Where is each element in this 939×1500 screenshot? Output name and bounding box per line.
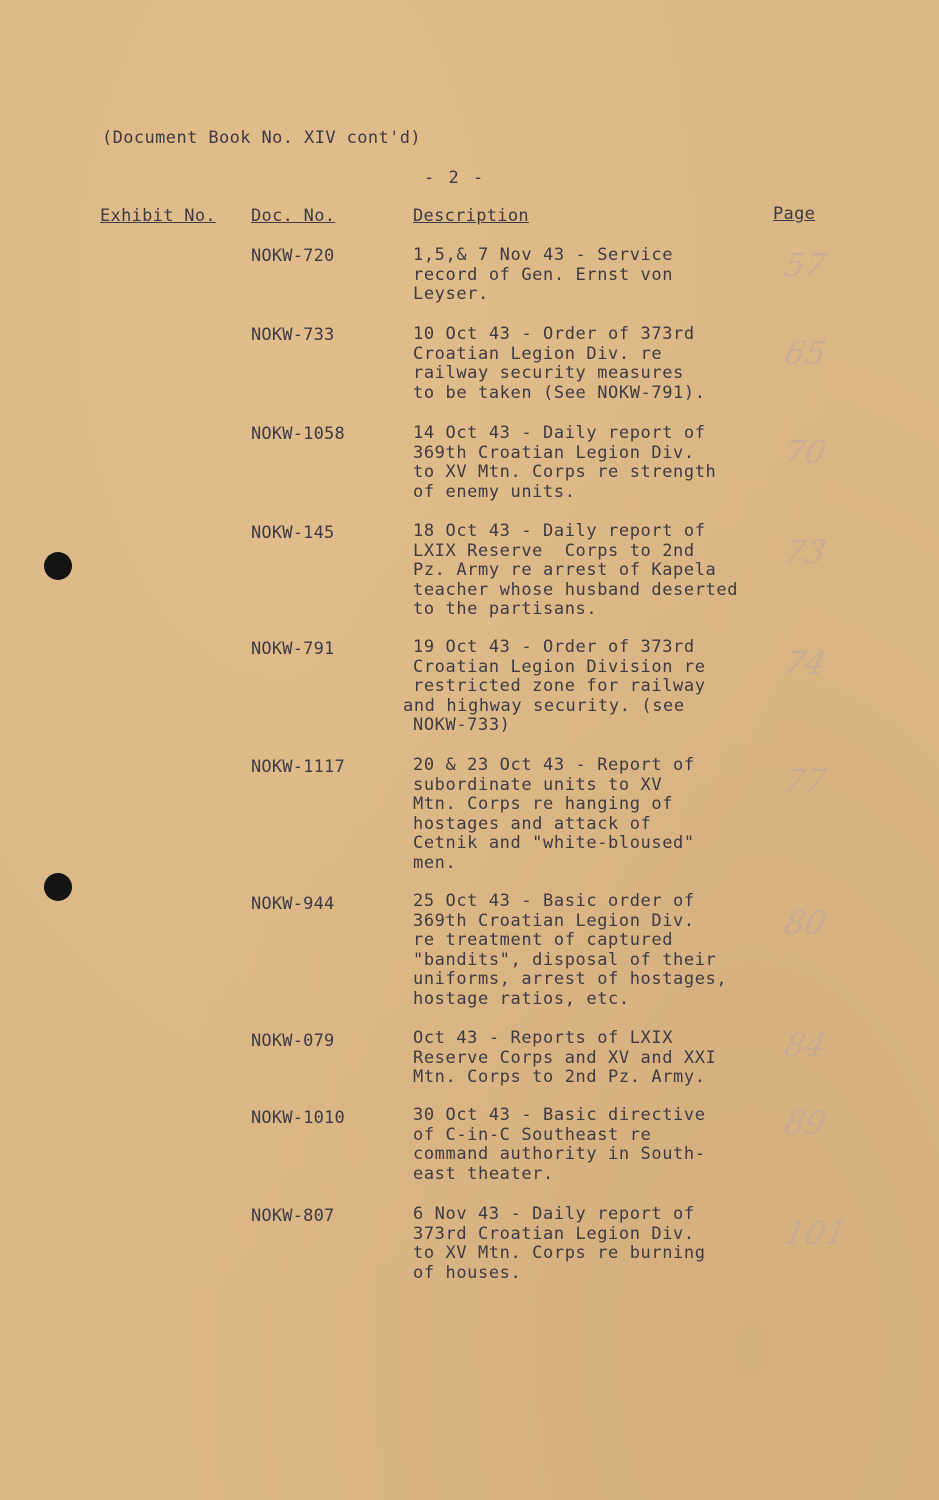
description-line: 369th Croatian Legion Div. bbox=[413, 910, 695, 931]
description-line: to the partisans. bbox=[413, 599, 598, 620]
description-line: of C-in-C Southeast re bbox=[413, 1124, 652, 1145]
description-line: Mtn. Corps to 2nd Pz. Army. bbox=[413, 1067, 706, 1088]
description bbox=[413, 522, 773, 620]
description-line: 20 & 23 Oct 43 - Report of bbox=[413, 755, 695, 775]
description-line: Pz. Army re arrest of Kapela bbox=[413, 560, 717, 581]
description-line: re treatment of captured bbox=[413, 930, 674, 951]
doc-number: NOKW-807 bbox=[251, 1206, 335, 1226]
description bbox=[413, 892, 773, 1010]
description-line: record of Gen. Ernst von bbox=[413, 264, 674, 285]
description-line: 30 Oct 43 - Basic directive bbox=[413, 1105, 706, 1125]
column-header-description: Description bbox=[413, 206, 529, 226]
description-line: NOKW-733) bbox=[413, 715, 511, 736]
page-ref: 101 bbox=[780, 1214, 851, 1252]
description-line: Croatian Legion Div. re bbox=[413, 343, 663, 364]
page-ref: 57 bbox=[780, 246, 830, 284]
description-line: 1,5,& 7 Nov 43 - Service bbox=[413, 245, 674, 265]
doc-number: NOKW-944 bbox=[251, 894, 335, 914]
doc-number: NOKW-1117 bbox=[251, 757, 345, 777]
description-line: hostages and attack of bbox=[413, 813, 652, 834]
page-ref: 74 bbox=[780, 644, 830, 682]
description-line: men. bbox=[413, 852, 457, 873]
doc-number: NOKW-079 bbox=[251, 1031, 335, 1051]
description-line: to XV Mtn. Corps re strength bbox=[413, 462, 717, 483]
description-line: LXIX Reserve Corps to 2nd bbox=[413, 540, 695, 561]
page-ref: 70 bbox=[780, 433, 830, 471]
description bbox=[413, 424, 773, 502]
page-ref: 77 bbox=[780, 762, 830, 800]
column-header-page: Page bbox=[773, 204, 816, 224]
description-line: Reserve Corps and XV and XXI bbox=[413, 1047, 717, 1068]
description bbox=[413, 246, 773, 305]
description-line: 6 Nov 43 - Daily report of bbox=[413, 1204, 695, 1224]
column-header-exhibit: Exhibit No. bbox=[100, 206, 216, 226]
column-header-doc: Doc. No. bbox=[251, 206, 336, 226]
description-line: 373rd Croatian Legion Div. bbox=[413, 1223, 695, 1244]
page-ref: 65 bbox=[780, 334, 830, 372]
description bbox=[403, 637, 773, 736]
description-line: 369th Croatian Legion Div. bbox=[413, 442, 695, 463]
description-line: Croatian Legion Division re bbox=[413, 656, 706, 677]
description bbox=[413, 756, 773, 874]
description-line: and highway security. (see bbox=[403, 695, 685, 716]
doc-number: NOKW-720 bbox=[251, 246, 335, 266]
description-line: Cetnik and "white-bloused" bbox=[413, 833, 695, 854]
description-line: 10 Oct 43 - Order of 373rd bbox=[413, 324, 695, 344]
description-line: restricted zone for railway bbox=[413, 676, 706, 697]
description-line: east theater. bbox=[413, 1163, 554, 1184]
description-line: of houses. bbox=[413, 1262, 522, 1283]
document-header: (Document Book No. XIV cont'd) bbox=[102, 128, 422, 148]
doc-number: NOKW-1058 bbox=[251, 424, 345, 444]
page-ref: 80 bbox=[780, 904, 830, 942]
description-line: uniforms, arrest of hostages, bbox=[413, 969, 728, 990]
description-line: to XV Mtn. Corps re burning bbox=[413, 1243, 706, 1264]
doc-number: NOKW-145 bbox=[251, 523, 335, 543]
description-line: "bandits", disposal of their bbox=[413, 949, 717, 970]
description-line: to be taken (See NOKW-791). bbox=[413, 382, 706, 403]
description-line: teacher whose husband deserted bbox=[413, 579, 739, 600]
description-line: of enemy units. bbox=[413, 481, 576, 502]
description bbox=[413, 1106, 773, 1184]
description-line: 18 Oct 43 - Daily report of bbox=[413, 521, 706, 541]
page-ref: 73 bbox=[780, 533, 830, 571]
description-line: hostage ratios, etc. bbox=[413, 988, 630, 1009]
page-ref: 89 bbox=[780, 1104, 830, 1142]
description-line: subordinate units to XV bbox=[413, 774, 663, 795]
description-line: railway security measures bbox=[413, 363, 684, 384]
doc-number: NOKW-733 bbox=[251, 325, 335, 345]
description bbox=[413, 1029, 773, 1088]
punch-hole-bottom bbox=[44, 873, 72, 901]
description-line: Leyser. bbox=[413, 284, 489, 305]
description-line: 25 Oct 43 - Basic order of bbox=[413, 891, 695, 911]
description bbox=[413, 325, 773, 403]
description bbox=[413, 1205, 773, 1283]
description-line: Mtn. Corps re hanging of bbox=[413, 794, 674, 815]
description-line: 19 Oct 43 - Order of 373rd bbox=[413, 637, 695, 657]
page-number: - 2 - bbox=[424, 168, 486, 188]
description-line: 14 Oct 43 - Daily report of bbox=[413, 423, 706, 443]
description-line: command authority in South- bbox=[413, 1144, 706, 1165]
doc-number: NOKW-791 bbox=[251, 639, 335, 659]
punch-hole-top bbox=[44, 552, 72, 580]
doc-number: NOKW-1010 bbox=[251, 1108, 345, 1128]
page-ref: 84 bbox=[780, 1026, 830, 1064]
description-line: Oct 43 - Reports of LXIX bbox=[413, 1028, 674, 1048]
